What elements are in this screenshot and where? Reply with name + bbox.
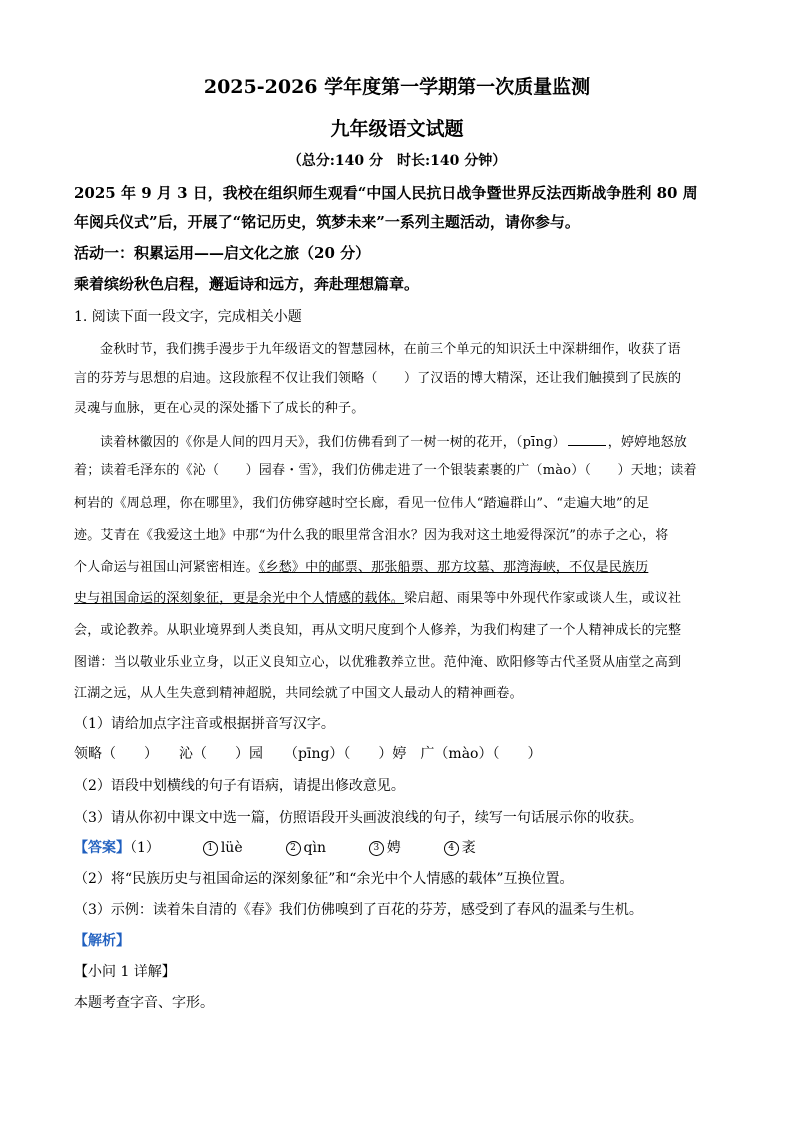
passage-text: 梁启超、雨果等中外现代作家或谈人生，或议社: [404, 591, 682, 606]
fill-blank[interactable]: [568, 431, 606, 446]
question-number: 1. 阅读下面一段文字，完成相关小题: [74, 309, 302, 325]
intro-line-2: 年阅兵仪式”后，开展了“铭记历史，筑梦未来”一系列主题活动，请你参与。: [74, 213, 580, 231]
activity-lead: 乘着缤纷秋色启程，邂逅诗和远方，奔赴理想篇章。: [74, 275, 420, 293]
exam-meta: （总分:140 分 时长:140 分钟）: [287, 153, 507, 169]
passage-line: 金秋时节，我们携手漫步于九年级语文的智慧园林，在前三个单元的知识沃土中深耕细作，收获了语: [100, 342, 681, 357]
circled-number: 2: [286, 841, 301, 856]
circled-number: 4: [444, 841, 459, 856]
answer-item: 娉: [386, 840, 401, 856]
analysis-sub-label: 【小问 1 详解】: [74, 964, 176, 980]
exam-subtitle: 九年级语文试题: [330, 118, 464, 140]
passage-line: [74, 589, 724, 609]
sub-question-3: （3）请从你初中课文中选一篇，仿照语段开头画波浪线的句子，续写一句话展示你的收获。: [74, 810, 643, 826]
passage-line: 迹。艾青在《我爱这土地》中那“为什么我的眼里常含泪水？因为我对这土地爱得深沉”的赤子之心，将: [74, 528, 669, 543]
answer-prefix: （1）: [130, 840, 160, 856]
answer-line-3: （3）示例：读着朱自清的《春》我们仿佛嗅到了百花的芬芳，感受到了春风的温柔与生机。: [74, 902, 643, 918]
answer-label: 【答案】: [74, 840, 130, 856]
passage-line: 灵魂与血脉，更在心灵的深处播下了成长的种子。: [74, 401, 365, 416]
exam-title: 2025-2026 学年度第一学期第一次质量监测: [203, 76, 591, 98]
passage-line: 柯岩的《周总理，你在哪里》，我们仿佛穿越时空长廊，看见一位伟人“踏遍群山”、“走遍大地”的足: [74, 496, 650, 511]
answer-line-1: [74, 838, 724, 858]
passage-line: [74, 558, 724, 578]
passage-line: 图谱：当以敬业乐业立身，以正义良知立心，以优雅教养立世。范仲淹、欧阳修等古代圣贤从庙堂之高到: [74, 655, 682, 670]
answer-item: lüè: [220, 840, 243, 856]
answer-item: 袤: [461, 840, 476, 856]
activity-heading: 活动一：积累运用——启文化之旅（20 分）: [74, 244, 371, 262]
passage-text: 读着林徽因的《你是人间的四月天》，我们仿佛看到了一树一树的花开，（pīng）: [100, 435, 566, 450]
passage-line: 着；读着毛泽东的《沁（ ）园春・雪》，我们仿佛走进了一个银装素裹的广（mào）（ ）天地；读着: [74, 463, 697, 478]
passage-text: ，婷婷地怒放: [607, 435, 687, 450]
circled-number: 1: [203, 841, 218, 856]
analysis-label: [74, 931, 724, 951]
answer-line-2: （2）将“民族历史与祖国命运的深刻象征”和“余光中个人情感的载体”互换位置。: [74, 871, 574, 887]
passage-line: [100, 431, 724, 453]
underlined-sentence: 史与祖国命运的深刻象征，更是余光中个人情感的载体。: [74, 591, 405, 606]
answer-item: qìn: [303, 840, 326, 856]
passage-line: 江湖之远，从人生失意到精神超脱，共同绘就了中国文人最动人的精神画卷。: [74, 686, 523, 701]
analysis-heading: 【解析】: [74, 933, 130, 949]
circled-number: 3: [369, 841, 384, 856]
sub-question-1-fill: 领略（ ） 沁（ ）园 （pīng）（ ）婷 广（mào）（ ）: [74, 746, 542, 762]
passage-line: 会，或论教养。从职业境界到人类良知，再从文明尺度到个人修养，为我们构建了一个人精神成长的完整: [74, 623, 682, 638]
sub-question-2: （2）语段中划横线的句子有语病，请提出修改意见。: [74, 778, 405, 794]
sub-question-1: （1）请给加点字注音或根据拼音写汉字。: [74, 716, 335, 732]
passage-line: 言的芬芳与思想的启迪。这段旅程不仅让我们领略（ ）了汉语的博大精深，还让我们触摸到了民族的: [74, 371, 682, 386]
intro-line-1: 2025 年 9 月 3 日，我校在组织师生观看“中国人民抗日战争暨世界反法西斯战争胜利 80 周: [74, 184, 698, 202]
underlined-sentence: 《乡愁》中的邮票、那张船票、那方坟墓、那湾海峡，不仅是民族历: [258, 560, 649, 575]
analysis-text: 本题考查字音、字形。: [74, 995, 214, 1011]
passage-text: 个人命运与祖国山河紧密相连。: [74, 560, 259, 575]
